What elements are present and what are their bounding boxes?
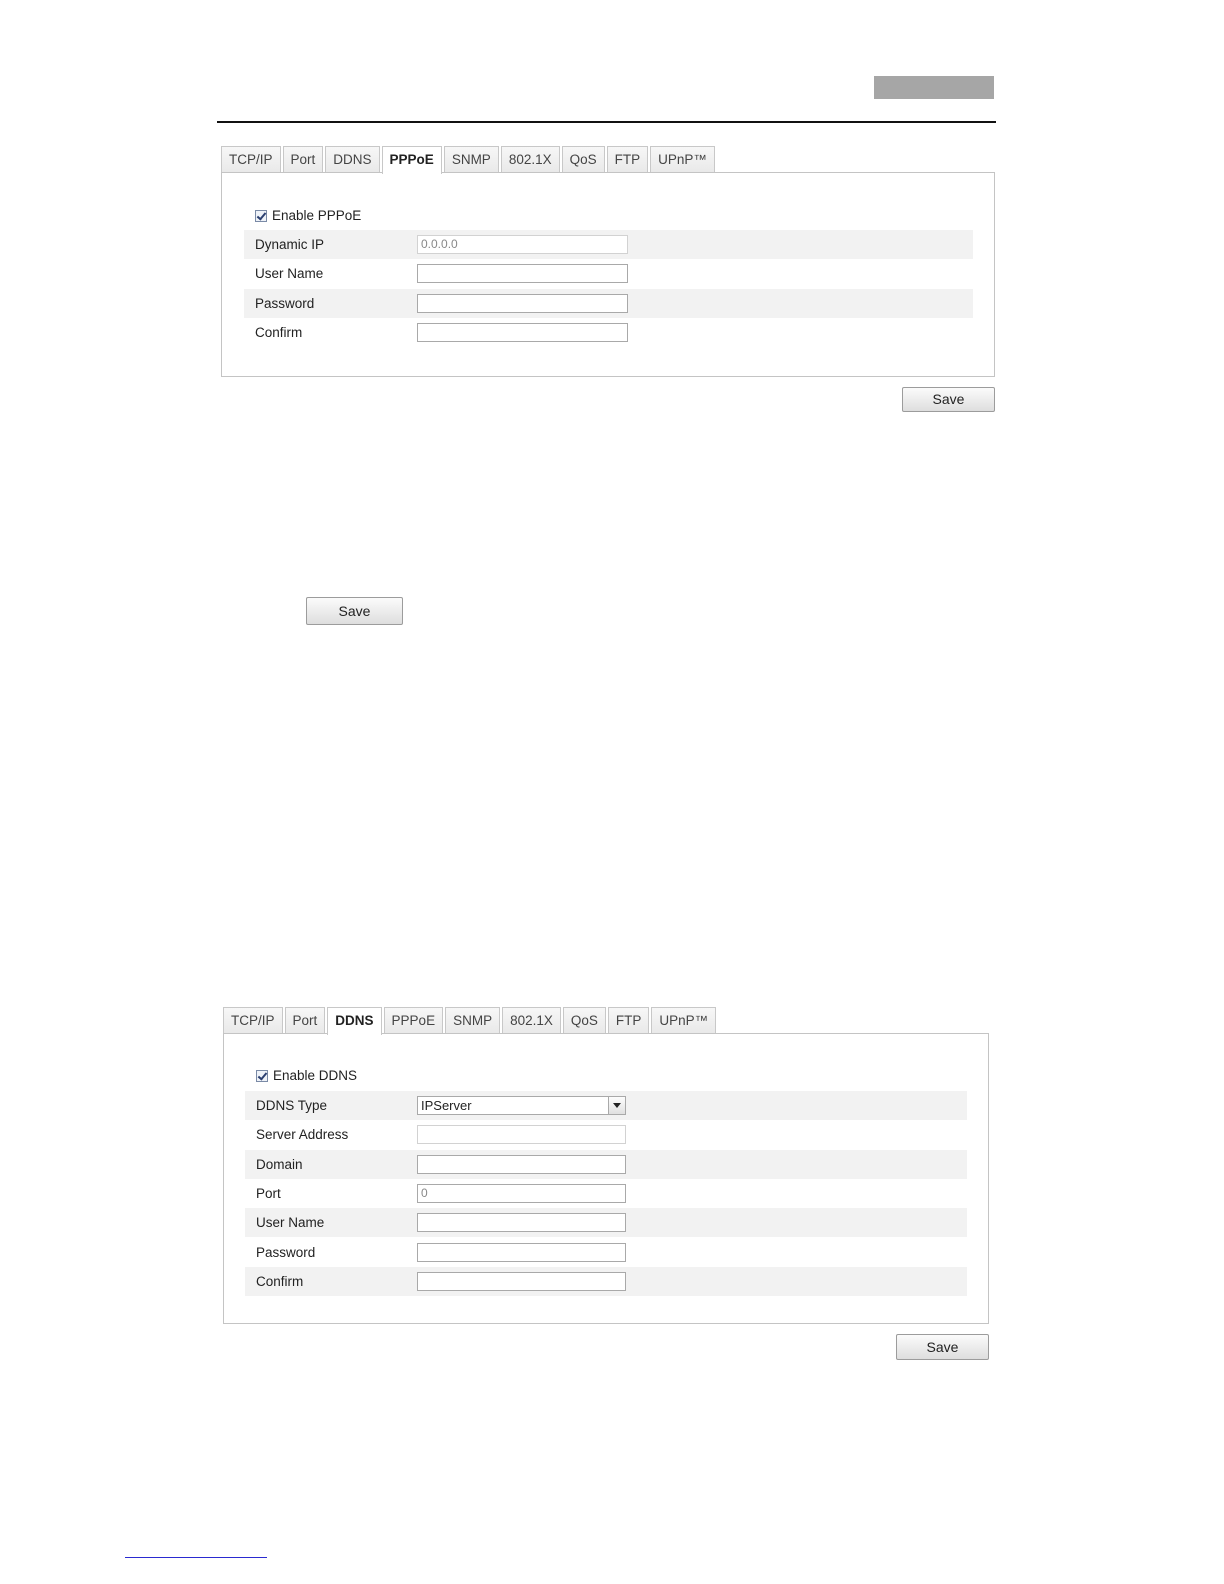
- ddns-type-value: IPServer: [421, 1098, 472, 1113]
- footer-link-underline[interactable]: [125, 1557, 267, 1558]
- ddns-save-button[interactable]: Save: [896, 1334, 989, 1360]
- tab-ftp[interactable]: FTP: [608, 1007, 650, 1033]
- ddns-tab-bar: [223, 1007, 718, 1034]
- tab-qos[interactable]: QoS: [562, 146, 605, 172]
- port-field[interactable]: 0: [417, 1184, 626, 1203]
- pppoe-tab-bar: [221, 146, 717, 173]
- confirm-field[interactable]: [417, 323, 628, 342]
- ddns-row-password: [245, 1238, 967, 1267]
- tab-snmp[interactable]: SNMP: [444, 146, 499, 172]
- ddns-type-label: DDNS Type: [256, 1098, 328, 1113]
- tab-qos[interactable]: QoS: [563, 1007, 606, 1033]
- tab-snmp[interactable]: SNMP: [445, 1007, 500, 1033]
- ddns-row-server-address: [245, 1120, 967, 1149]
- ddns-type-select[interactable]: [417, 1096, 626, 1115]
- header-gray-block: [874, 76, 994, 99]
- pppoe-row-user-name: [244, 259, 973, 288]
- user-name-field[interactable]: [417, 264, 628, 283]
- enable-pppoe-label: Enable PPPoE: [272, 208, 362, 223]
- pppoe-row-dynamic-ip: [244, 230, 973, 259]
- pppoe-panel: [221, 146, 996, 416]
- pppoe-row-confirm: [244, 318, 973, 347]
- tab-upnp[interactable]: UPnP™: [651, 1007, 716, 1033]
- tab-ddns[interactable]: DDNS: [325, 146, 379, 172]
- dynamic-ip-field[interactable]: 0.0.0.0: [417, 235, 628, 254]
- server-address-field[interactable]: [417, 1125, 626, 1144]
- enable-ddns-checkbox[interactable]: [256, 1070, 268, 1082]
- ddns-row-type: [245, 1091, 967, 1120]
- ddns-confirm-field[interactable]: [417, 1272, 626, 1291]
- chevron-down-icon[interactable]: [608, 1097, 625, 1114]
- tab-tcpip[interactable]: TCP/IP: [221, 146, 281, 172]
- server-address-label: Server Address: [256, 1127, 349, 1142]
- tab-upnp[interactable]: UPnP™: [650, 146, 715, 172]
- pppoe-settings-box: [221, 172, 995, 377]
- enable-pppoe-checkbox[interactable]: [255, 210, 267, 222]
- dynamic-ip-label: Dynamic IP: [255, 237, 325, 252]
- ddns-panel: [223, 1007, 990, 1362]
- tab-8021x[interactable]: 802.1X: [502, 1007, 561, 1033]
- ddns-row-confirm: [245, 1267, 967, 1296]
- ddns-password-field[interactable]: [417, 1243, 626, 1262]
- pppoe-row-password: [244, 289, 973, 318]
- password-label: Password: [255, 296, 315, 311]
- domain-label: Domain: [256, 1157, 303, 1172]
- ddns-confirm-label: Confirm: [256, 1274, 304, 1289]
- tab-tcpip[interactable]: TCP/IP: [223, 1007, 283, 1033]
- domain-field[interactable]: [417, 1155, 626, 1174]
- ddns-row-port: [245, 1179, 967, 1208]
- ddns-row-user-name: [245, 1208, 967, 1237]
- ddns-user-name-field[interactable]: [417, 1213, 626, 1232]
- ddns-settings-box: [223, 1033, 989, 1324]
- tab-port[interactable]: Port: [285, 1007, 326, 1033]
- tab-8021x[interactable]: 802.1X: [501, 146, 560, 172]
- ddns-user-name-label: User Name: [256, 1215, 325, 1230]
- enable-pppoe-row[interactable]: [255, 208, 361, 223]
- standalone-save-button[interactable]: Save: [306, 597, 403, 625]
- header-rule: [217, 121, 996, 123]
- pppoe-save-button[interactable]: Save: [902, 387, 995, 412]
- tab-ddns[interactable]: DDNS: [327, 1007, 381, 1035]
- tab-ftp[interactable]: FTP: [607, 146, 649, 172]
- enable-ddns-row[interactable]: [256, 1068, 357, 1083]
- ddns-password-label: Password: [256, 1245, 316, 1260]
- tab-pppoe[interactable]: PPPoE: [384, 1007, 444, 1033]
- enable-ddns-label: Enable DDNS: [273, 1068, 358, 1083]
- ddns-row-domain: [245, 1150, 967, 1179]
- port-label: Port: [256, 1186, 281, 1201]
- user-name-label: User Name: [255, 266, 324, 281]
- password-field[interactable]: [417, 294, 628, 313]
- tab-port[interactable]: Port: [283, 146, 324, 172]
- confirm-label: Confirm: [255, 325, 303, 340]
- tab-pppoe[interactable]: PPPoE: [382, 146, 442, 174]
